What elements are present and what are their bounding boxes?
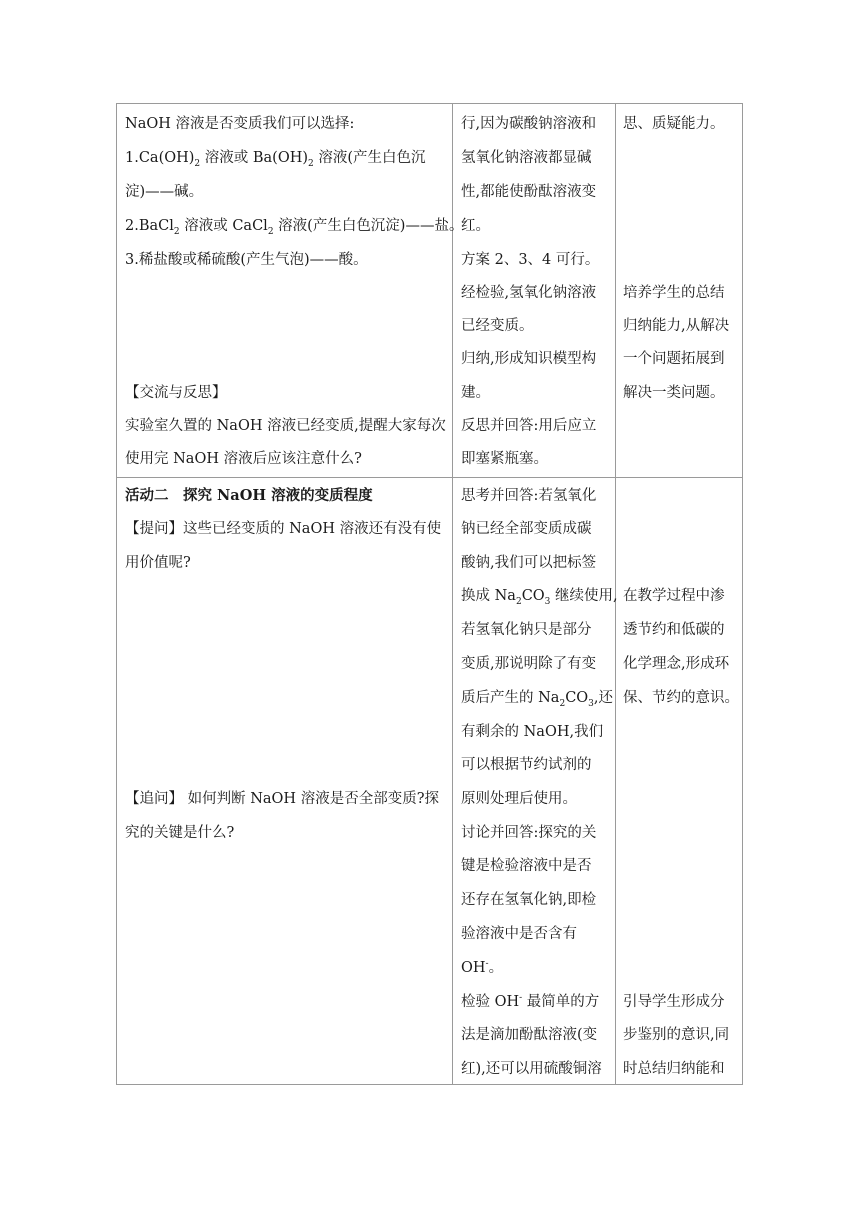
student-activity-line: 原则处理后使用。 bbox=[461, 791, 577, 807]
option-base: $1.Ca(OH)_2$ 溶液或 $Ba(OH)_2$ 溶液(产生白色沉 bbox=[125, 150, 426, 169]
design-intent-line: 保、节约的意识。 bbox=[623, 690, 739, 706]
design-intent-line: 在教学过程中渗 bbox=[623, 588, 725, 604]
student-activity-line: 钠已经全部变质成碳 bbox=[461, 521, 592, 537]
exchange-question-cont: 使用完 NaOH 溶液后应该注意什么? bbox=[125, 451, 362, 467]
exchange-question: 实验室久置的 NaOH 溶液已经变质,提醒大家每次 bbox=[125, 418, 446, 434]
design-intent-line: 时总结归纳能和 bbox=[623, 1061, 725, 1077]
teacher-question-cont: 用价值呢? bbox=[125, 555, 191, 571]
student-activity-line: 即塞紧瓶塞。 bbox=[461, 451, 548, 467]
column-divider bbox=[452, 104, 453, 1084]
option-salt: 2.BaCl$_2$ 溶液或 CaCl$_2$ 溶液(产生白色沉淀)——盐。 bbox=[125, 218, 464, 237]
student-activity-line: 行,因为碳酸钠溶液和 bbox=[461, 116, 597, 132]
teacher-followup-cont: 究的关键是什么? bbox=[125, 825, 235, 841]
naoh-test-intro: NaOH 溶液是否变质我们可以选择: bbox=[125, 116, 355, 132]
design-intent-line: 引导学生形成分 bbox=[623, 994, 725, 1010]
student-activity-line: 换成 $Na_2CO_3$ 继续使用, bbox=[461, 588, 618, 607]
student-activity-line: 验溶液中是否含有 bbox=[461, 926, 577, 942]
design-intent-line: 培养学生的总结 bbox=[623, 285, 725, 301]
design-intent-line: 思、质疑能力。 bbox=[623, 116, 725, 132]
student-activity-line: 建。 bbox=[461, 385, 490, 401]
student-activity-line: 若氢氧化钠只是部分 bbox=[461, 622, 592, 638]
student-activity-line: 质后产生的 $Na_2CO_3$,还 bbox=[461, 690, 614, 709]
row-divider bbox=[117, 477, 742, 478]
student-activity-line: 红),还可以用硫酸铜溶 bbox=[461, 1061, 602, 1077]
teacher-followup: 【追问】 如何判断 NaOH 溶液是否全部变质?探 bbox=[125, 791, 439, 807]
student-activity-line: 键是检验溶液中是否 bbox=[461, 858, 592, 874]
student-activity-line: 酸钠,我们可以把标签 bbox=[461, 555, 597, 571]
activity-title: 活动二 探究 NaOH 溶液的变质程度 bbox=[125, 487, 373, 504]
design-intent-line: 解决一类问题。 bbox=[623, 385, 725, 401]
teacher-question: 【提问】这些已经变质的 NaOH 溶液还有没有使 bbox=[125, 521, 442, 537]
student-activity-line: 还存在氢氧化钠,即检 bbox=[461, 892, 597, 908]
student-activity-line: 方案 2、3、4 可行。 bbox=[461, 252, 600, 268]
student-activity-line: 变质,那说明除了有变 bbox=[461, 656, 597, 672]
student-activity-line: 氢氧化钠溶液都显碱 bbox=[461, 150, 592, 166]
design-intent-line: 归纳能力,从解决 bbox=[623, 318, 730, 334]
student-activity-line: 归纳,形成知识模型构 bbox=[461, 351, 597, 367]
student-activity-line: 红。 bbox=[461, 218, 490, 234]
student-activity-line: 法是滴加酚酞溶液(变 bbox=[461, 1027, 598, 1043]
student-activity-line: 有剩余的 NaOH,我们 bbox=[461, 724, 604, 740]
student-activity-line: 经检验,氢氧化钠溶液 bbox=[461, 285, 597, 301]
student-activity-line: 性,都能使酚酞溶液变 bbox=[461, 184, 597, 200]
student-activity-line: 讨论并回答:探究的关 bbox=[461, 825, 597, 841]
student-activity-line: 可以根据节约试剂的 bbox=[461, 757, 592, 773]
student-activity-line: 已经变质。 bbox=[461, 318, 534, 334]
exchange-heading: 【交流与反思】 bbox=[125, 385, 227, 401]
option-acid: 3.稀盐酸或稀硫酸(产生气泡)——酸。 bbox=[125, 252, 368, 268]
student-activity-line: 思考并回答:若氢氧化 bbox=[461, 488, 597, 504]
student-activity-line: 检验 OH- 最简单的方 bbox=[461, 993, 600, 1010]
option-base-cont: 淀)——碱。 bbox=[125, 184, 204, 200]
design-intent-line: 化学理念,形成环 bbox=[623, 656, 730, 672]
design-intent-line: 步鉴别的意识,同 bbox=[623, 1027, 730, 1043]
lesson-plan-table bbox=[116, 103, 743, 1085]
design-intent-line: 透节约和低碳的 bbox=[623, 622, 725, 638]
student-activity-line: 反思并回答:用后应立 bbox=[461, 418, 597, 434]
student-activity-line: OH-。 bbox=[461, 959, 504, 976]
design-intent-line: 一个问题拓展到 bbox=[623, 351, 725, 367]
